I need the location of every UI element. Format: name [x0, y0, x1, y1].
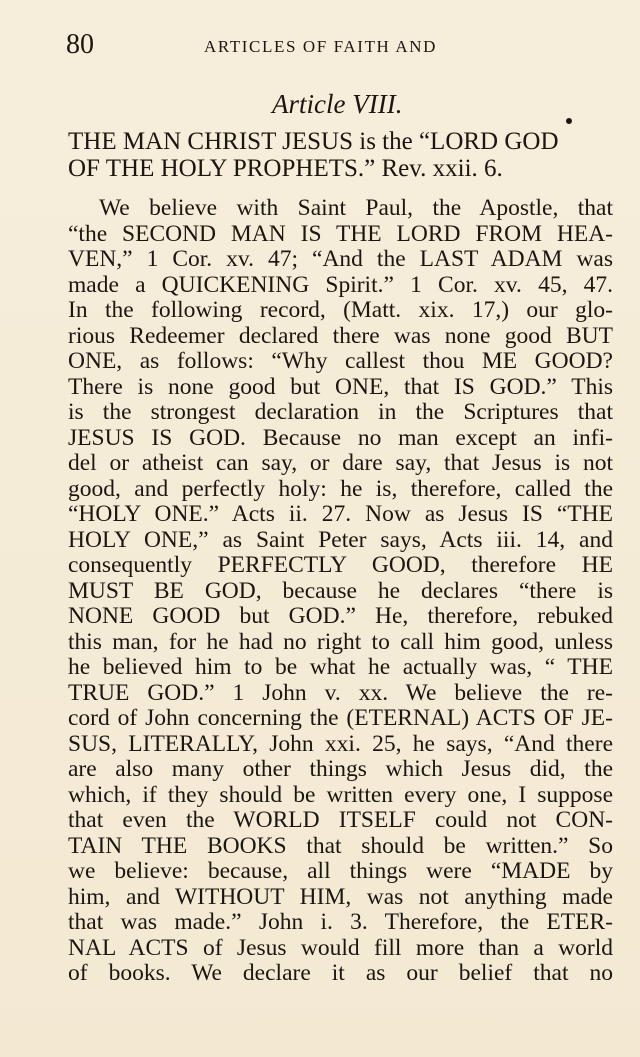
text-line: JESUS IS GOD. Because no man except an infi-	[68, 425, 613, 451]
ink-speck	[566, 118, 572, 124]
text-line: of books. We declare it as our belief that no	[68, 961, 613, 986]
text-line: In the following record, (Matt. xix. 17,) our glo-	[68, 298, 613, 323]
text-line: that even the WORLD ITSELF could not CON-	[68, 808, 613, 833]
text-line: that was made.” John i. 3. Therefore, the ETER-	[68, 910, 613, 935]
running-title: ARTICLES OF FAITH AND	[204, 37, 437, 56]
text-line: ONE, as follows: “Why callest thou ME GOOD?	[68, 349, 613, 374]
text-line: we believe: because, all things were “MADE by	[68, 859, 613, 884]
text-line: cord of John concerning the (ETERNAL) ACTS OF JE-	[68, 706, 613, 731]
text-line: “HOLY ONE.” Acts ii. 27. Now as Jesus IS “THE	[68, 502, 613, 527]
heading-line: THE MAN CHRIST JESUS is the “LORD GOD	[68, 128, 559, 155]
text-line: MUST BE GOD, because he declares “there is	[68, 578, 613, 604]
text-line: made a QUICKENING Spirit.” 1 Cor. xv. 45, 47.	[68, 272, 613, 298]
article-heading	[68, 128, 598, 182]
text-line: he believed him to be what he actually was, “ THE	[68, 655, 613, 680]
text-line: “the SECOND MAN IS THE LORD FROM HEA-	[68, 221, 613, 247]
running-head	[0, 28, 640, 62]
text-line: is the strongest declaration in the Scriptures that	[68, 400, 613, 425]
article-label: Article VIII.	[272, 89, 403, 119]
heading-line: OF THE HOLY PROPHETS.” Rev. xxii. 6.	[68, 155, 503, 182]
text-line: NONE GOOD but GOD.” He, therefore, rebuked	[68, 604, 613, 629]
text-line: which, if they should be written every one, I suppose	[68, 782, 613, 808]
text-line: VEN,” 1 Cor. xv. 47; “And the LAST ADAM was	[68, 247, 613, 272]
text-line: del or atheist can say, or dare say, that Jesus is not	[68, 451, 613, 476]
text-line: this man, for he had no right to call him good, unless	[68, 629, 613, 655]
text-line: good, and perfectly holy: he is, therefore, called the	[68, 476, 613, 502]
text-line: him, and WITHOUT HIM, was not anything made	[68, 884, 613, 910]
text-line: TAIN THE BOOKS that should be written.” So	[68, 833, 613, 859]
text-line: We believe with Saint Paul, the Apostle, that	[99, 196, 613, 221]
body-text	[68, 196, 613, 987]
page-number: 80	[66, 29, 94, 60]
text-line: NAL ACTS of Jesus would fill more than a world	[68, 935, 613, 961]
text-line: There is none good but ONE, that IS GOD.” This	[68, 374, 613, 400]
text-line: are also many other things which Jesus did, the	[68, 757, 613, 782]
text-line: HOLY ONE,” as Saint Peter says, Acts iii. 14, and	[68, 527, 613, 553]
text-line: rious Redeemer declared there was none good BUT	[68, 323, 613, 349]
text-line: TRUE GOD.” 1 John v. xx. We believe the re-	[68, 680, 613, 706]
text-line: SUS, LITERALLY, John xxi. 25, he says, “And there	[68, 731, 613, 757]
text-line: consequently PERFECTLY GOOD, therefore HE	[68, 553, 613, 578]
